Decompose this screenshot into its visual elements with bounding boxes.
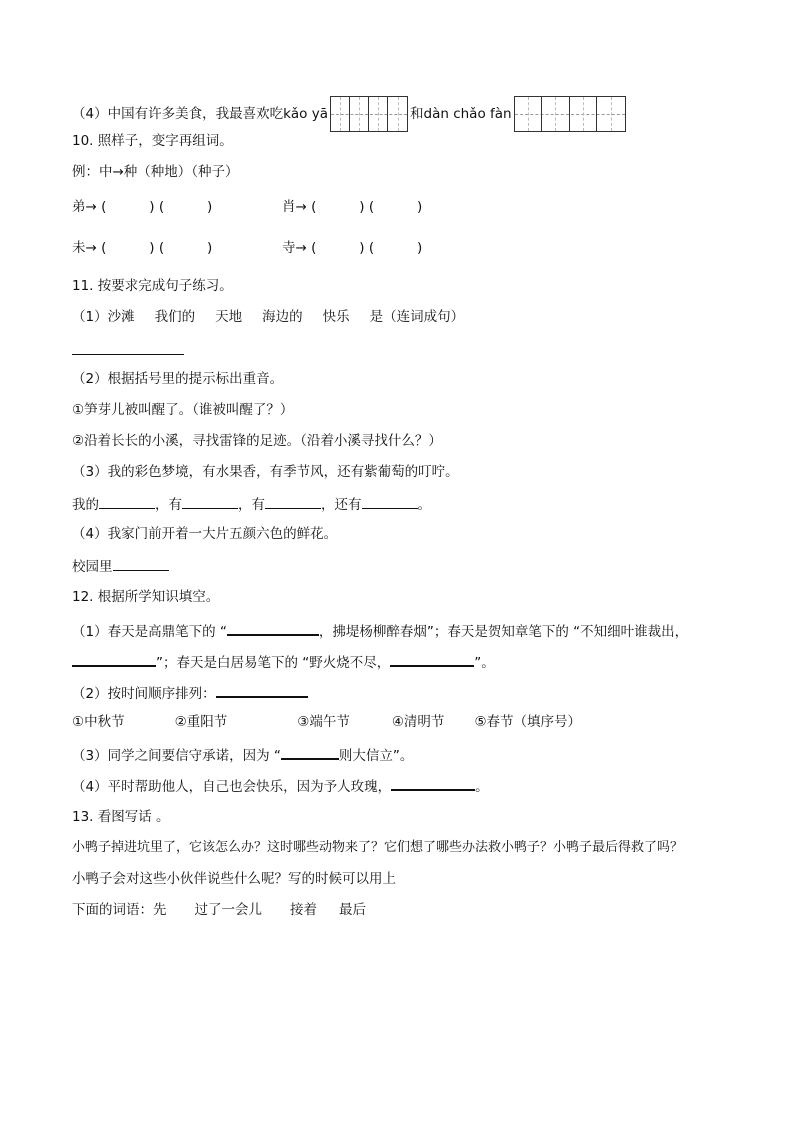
list-item: ④清明节 (391, 714, 445, 730)
list-item: ①中秋节 (72, 714, 125, 730)
writing-grid-1[interactable] (330, 96, 408, 132)
fill-text: ”。 (474, 655, 495, 671)
list-item: ②重阳节 (174, 714, 228, 730)
answer-blank[interactable] (391, 775, 475, 791)
fill-text: （2）按时间顺序排列： (72, 686, 216, 702)
q11-s2b: ②沿着长长的小溪，寻找雷锋的足迹。（沿着小溪寻找什么？） (72, 433, 442, 449)
q12-p2-items (72, 713, 581, 731)
fill-text: ，拂堤杨柳醉春烟”；春天是贺知章笔下的 “不知细叶谁裁出， (318, 624, 689, 640)
word: 过了一会儿 (194, 902, 262, 918)
answer-blank[interactable] (390, 651, 474, 667)
q10-title: 10. 照样子，变字再组词。 (72, 133, 233, 149)
answer-blank[interactable] (227, 620, 319, 636)
q11-s2: （2）根据括号里的提示标出重音。 (72, 371, 284, 387)
fill-text: ，有 (155, 497, 182, 513)
fill-text: 。 (475, 779, 489, 795)
pinyin-danchaofan: dàn chǎo fàn (423, 106, 512, 122)
fill-text: 则大信立”。 (338, 748, 414, 764)
fill-text: （4）平时帮助他人，自己也会快乐，因为予人玫瑰， (72, 779, 392, 795)
writing-grid-2[interactable] (514, 96, 626, 132)
q9-item-4 (72, 90, 628, 126)
answer-blank[interactable] (113, 556, 169, 571)
q11-s1 (72, 308, 464, 326)
answer-blank[interactable] (99, 494, 155, 509)
fill-text: ，还有 (321, 497, 362, 513)
q13-line1: 小鸭子掉进坑里了，它该怎么办？这时哪些动物来了？它们想了哪些办法救小鸭子？小鸭子最后得救了吗？ (72, 840, 684, 855)
q11-s3: （3）我的彩色梦境，有水果香，有季节风，还有紫葡萄的叮咛。 (72, 464, 459, 480)
word: 最后 (339, 902, 366, 918)
answer-blank[interactable] (216, 682, 308, 698)
fill-text: （3）同学之间要信守承诺，因为 “ (72, 748, 281, 764)
answer-blank[interactable] (265, 494, 321, 509)
word: 天地 (215, 309, 243, 325)
q12-p4 (72, 775, 489, 796)
pinyin-kaoya: kǎo yā (283, 106, 328, 122)
q12-p1-line2 (72, 651, 495, 672)
q10-row1-b[interactable]: 肖→ ( ) ( ) (282, 199, 423, 215)
word: 快乐 (322, 309, 350, 325)
word: 我们的 (154, 309, 196, 325)
list-item: ③端午节 (297, 714, 350, 730)
fill-text: 。 (417, 497, 431, 513)
word: 接着 (290, 902, 317, 918)
q10-example: 例：中→种（种地）（种子） (72, 164, 239, 180)
fill-text: （1）春天是高鼎笔下的 “ (72, 624, 227, 640)
answer-blank[interactable] (72, 651, 156, 667)
q11-s4-answer (72, 556, 169, 576)
fill-text: ，有 (238, 497, 265, 513)
q11-s2a: ①笋芽儿被叫醒了。（谁被叫醒了？） (72, 402, 294, 418)
q9-item-4-text: （4）中国有许多美食，我最喜欢吃 (72, 106, 284, 122)
word: 是（连词成句） (369, 309, 465, 325)
list-item: ⑤春节（填序号） (474, 714, 582, 730)
q11-s1-label: （1） (72, 309, 108, 325)
q13-title: 13. 看图写话 。 (72, 809, 170, 825)
q11-s1-answer-line[interactable] (72, 340, 184, 355)
fill-text: ”；春天是白居易笔下的 “野火烧不尽， (156, 655, 391, 671)
q12-p2 (72, 682, 308, 703)
q11-s3-fill (72, 494, 431, 514)
q13-line2: 小鸭子会对这些小伙伴说些什么呢？写的时候可以用上 (72, 871, 396, 887)
q10-row2-a[interactable]: 未→ ( ) ( ) (72, 240, 213, 256)
fill-text: 我的 (72, 497, 99, 513)
q10-row2-b[interactable]: 寺→ ( ) ( ) (282, 240, 423, 256)
word: 沙滩 (107, 309, 135, 325)
answer-blank[interactable] (281, 744, 339, 760)
q13-line3 (72, 901, 366, 919)
word: 先 (153, 902, 167, 918)
fill-text: 校园里 (72, 559, 113, 575)
q12-p3 (72, 744, 413, 765)
word: 海边的 (262, 309, 303, 325)
answer-blank[interactable] (362, 494, 418, 509)
q9-item-4-and: 和 (410, 106, 424, 122)
q11-s4: （4）我家门前开着一大片五颜六色的鲜花。 (72, 526, 338, 542)
q10-row1-a[interactable]: 弟→ ( ) ( ) (72, 199, 213, 215)
q12-p1-line1 (72, 620, 688, 641)
answer-blank[interactable] (182, 494, 238, 509)
q11-title: 11. 按要求完成句子练习。 (72, 278, 233, 294)
q12-title: 12. 根据所学知识填空。 (72, 589, 220, 605)
fill-text: 下面的词语： (72, 902, 153, 918)
